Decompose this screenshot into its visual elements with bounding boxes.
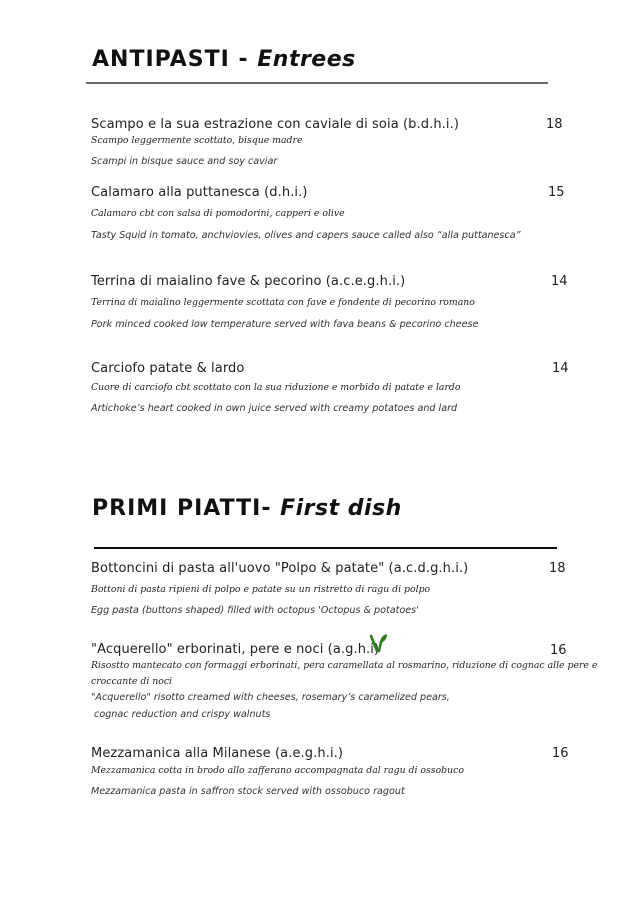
dish-name: Terrina di maialino fave & pecorino (a.c.e.g.h.i.) xyxy=(91,274,406,289)
dish-name: Mezzamanica alla Milanese (a.e.g.h.i.) xyxy=(91,746,344,761)
dish-description-english: Egg pasta (buttons shaped) filled with octopus 'Octopus & potatoes' xyxy=(91,605,419,616)
dish-description-italian: Mezzamanica cotta in brodo allo zafferano accompagnata dal ragu di ossobuco xyxy=(91,765,464,776)
dish-description-english: "Acquerello" risotto creamed with cheeses, rosemary’s caramelized pears, xyxy=(91,692,450,703)
section-title-antipasti xyxy=(92,47,356,72)
dish-price: 15 xyxy=(548,185,565,200)
dish-name: Carciofo patate & lardo xyxy=(91,361,245,376)
section-title-primi-piatti xyxy=(92,496,402,521)
dish-name: "Acquerello" erborinati, pere e noci (a.g.h.i) xyxy=(91,642,380,657)
dish-description-italian: Terrina di maialino leggermente scottata con fave e fondente di pecorino romano xyxy=(91,297,475,308)
dish-description-english: Pork minced cooked low temperature served with fava beans & pecorino cheese xyxy=(91,319,479,330)
section-title-main: PRIMI PIATTI- xyxy=(92,496,281,521)
dish-name: Bottoncini di pasta all'uovo "Polpo & patate" (a.c.d.g.h.i.) xyxy=(91,561,469,576)
dish-price: 14 xyxy=(552,361,569,376)
dish-name: Calamaro alla puttanesca (d.h.i.) xyxy=(91,185,308,200)
dish-description-italian: Cuore di carciofo cbt scottato con la sua riduzione e morbido di patate e lardo xyxy=(91,382,461,393)
dish-description-english: Scampi in bisque sauce and soy caviar xyxy=(91,156,278,167)
dish-description-english: Mezzamanica pasta in saffron stock served with ossobuco ragout xyxy=(91,786,405,797)
dish-price: 18 xyxy=(549,561,566,576)
dish-description-italian: Calamaro cbt con salsa di pomodorini, capperi e olive xyxy=(91,208,345,219)
section-title-subtitle: Entrees xyxy=(257,47,356,72)
section-title-subtitle: First dish xyxy=(280,496,402,521)
section-title-main: ANTIPASTI - xyxy=(92,47,258,72)
dish-description-english: Artichoke’s heart cooked in own juice served with creamy potatoes and lard xyxy=(91,403,458,414)
dish-price: 16 xyxy=(552,746,569,761)
dish-description-english: Tasty Squid in tomato, anchviovies, olives and capers sauce called also “alla puttanesca” xyxy=(91,230,521,241)
dish-description-italian: Risostto mantecato con formaggi erborinati, pera caramellata al rosmarino, riduzione di cognac alle pere e xyxy=(91,660,598,671)
dish-description-italian: Bottoni di pasta ripieni di polpo e patate su un ristretto di ragu di polpo xyxy=(91,584,431,595)
dish-price: 18 xyxy=(546,117,563,132)
dish-description-italian: Scampo leggermente scottato, bisque madre xyxy=(91,135,303,146)
dish-price: 14 xyxy=(551,274,568,289)
dish-description-italian-cont: croccante di noci xyxy=(91,676,173,687)
dish-description-english-cont: cognac reduction and crispy walnuts xyxy=(91,709,271,720)
dish-price: 16 xyxy=(550,643,567,658)
section-divider xyxy=(94,547,557,549)
section-divider xyxy=(86,82,548,84)
vegetarian-icon xyxy=(368,632,388,654)
dish-name: Scampo e la sua estrazione con caviale di soia (b.d.h.i.) xyxy=(91,117,460,132)
